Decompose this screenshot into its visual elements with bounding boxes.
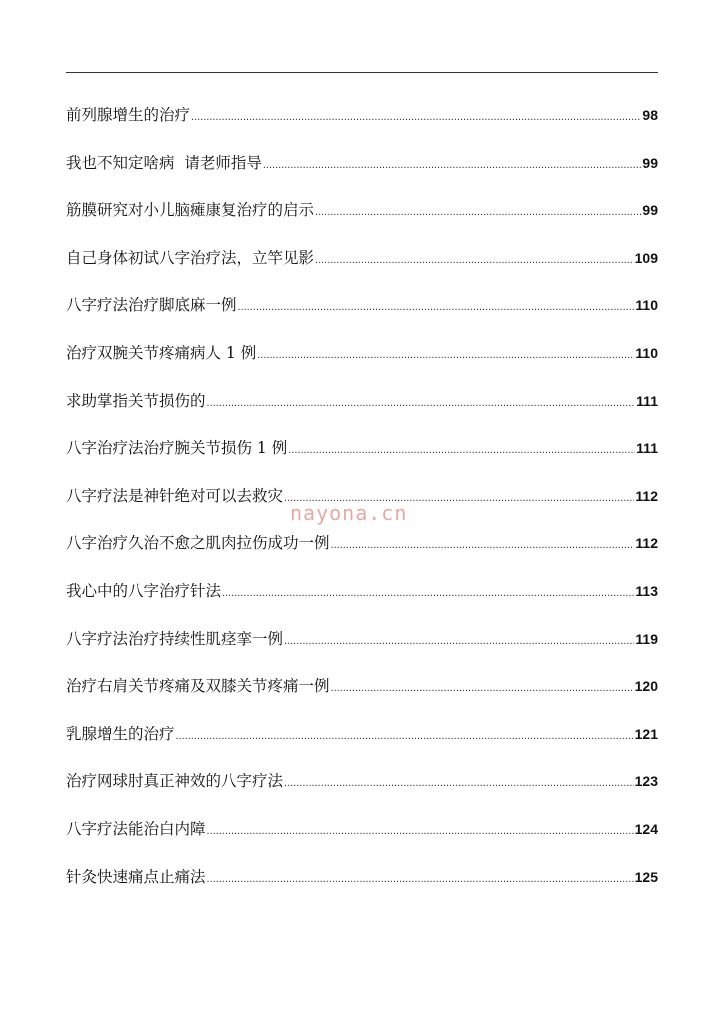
toc-entry-title: 自己身体初试八字治疗法，立竿见影 [66, 248, 315, 267]
toc-entry-title: 我也不知定啥病 请老师指导 [66, 153, 262, 172]
toc-entry-title: 求助掌指关节损伤的 [66, 391, 206, 410]
toc-entry[interactable] [66, 195, 658, 243]
toc-entry[interactable] [66, 386, 658, 434]
toc-page-number: 113 [635, 582, 658, 599]
toc-entry[interactable] [66, 433, 658, 481]
toc-dot-leader [207, 864, 634, 894]
toc-entry[interactable] [66, 243, 658, 291]
toc-entry-title: 八字治疗法治疗腕关节损伤 1 例 [66, 439, 288, 458]
toc-entry-title: 八字疗法治疗脚底麻一例 [66, 296, 237, 315]
toc-page-number: 98 [642, 107, 658, 123]
toc-page-number: 124 [634, 820, 658, 837]
toc-entry-title: 治疗网球肘真正神效的八字疗法 [66, 772, 284, 791]
toc-entry[interactable] [66, 862, 658, 910]
toc-entry[interactable] [66, 528, 658, 576]
watermark-text: nayona.cn [290, 501, 408, 525]
toc-entry-title: 八字疗法是神针绝对可以去救灾 [66, 486, 284, 505]
toc-dot-leader [288, 435, 635, 465]
toc-entry-title: 八字疗法能治白内障 [66, 819, 206, 838]
toc-dot-leader [263, 150, 642, 180]
toc-dot-leader [284, 768, 634, 798]
toc-dot-leader [257, 340, 634, 370]
toc-entry[interactable] [66, 814, 658, 862]
toc-page-number: 120 [634, 678, 658, 695]
toc-page-number: 110 [635, 297, 658, 314]
toc-entry-title: 前列腺增生的治疗 [66, 106, 191, 124]
toc-entry[interactable] [66, 148, 658, 196]
toc-entry-title: 治疗右肩关节疼痛及双膝关节疼痛一例 [66, 677, 330, 696]
header-rule [66, 72, 658, 73]
toc-entry-title: 八字疗法治疗持续性肌痉挛一例 [66, 629, 284, 648]
toc-dot-leader [191, 102, 641, 132]
toc-entry-title: 八字治疗久治不愈之肌肉拉伤成功一例 [66, 534, 330, 553]
toc-entry[interactable] [66, 624, 658, 672]
toc-entry[interactable] [66, 766, 658, 814]
toc-dot-leader [331, 530, 635, 560]
toc-entry[interactable] [66, 100, 658, 148]
toc-page-number: 111 [636, 440, 658, 457]
toc-entry[interactable] [66, 576, 658, 624]
toc-entry-title: 筋膜研究对小儿脑瘫康复治疗的启示 [66, 201, 315, 220]
toc-dot-leader [315, 197, 641, 227]
toc-page-number: 121 [634, 725, 658, 742]
toc-page-number: 109 [634, 249, 658, 266]
toc-entry-title: 治疗双腕关节疼痛病人 1 例 [66, 343, 257, 362]
toc-page-number: 99 [642, 202, 658, 219]
toc-dot-leader [331, 673, 634, 703]
toc-entry-title: 我心中的八字治疗针法 [66, 581, 222, 600]
toc-dot-leader [176, 721, 634, 751]
toc-dot-leader [222, 578, 634, 608]
toc-page-number: 110 [635, 344, 658, 361]
toc-entry[interactable] [66, 290, 658, 338]
toc-page-number: 112 [635, 535, 658, 552]
toc-page-number: 99 [642, 154, 658, 171]
toc-page-number: 125 [634, 868, 658, 885]
toc-page-number: 111 [636, 392, 658, 409]
toc-entry[interactable] [66, 719, 658, 767]
toc-page-number: 123 [634, 773, 658, 790]
toc-entry-title: 针灸快速痛点止痛法 [66, 867, 206, 886]
toc-entry[interactable] [66, 671, 658, 719]
toc-page-number: 112 [635, 487, 658, 504]
toc-entry-title: 乳腺增生的治疗 [66, 724, 175, 743]
toc-dot-leader [315, 245, 634, 275]
toc-dot-leader [284, 626, 634, 656]
toc-dot-leader [238, 292, 635, 322]
toc-entry[interactable] [66, 338, 658, 386]
toc-dot-leader [207, 816, 634, 846]
toc-page-number: 119 [635, 630, 658, 647]
toc-dot-leader [207, 388, 636, 418]
